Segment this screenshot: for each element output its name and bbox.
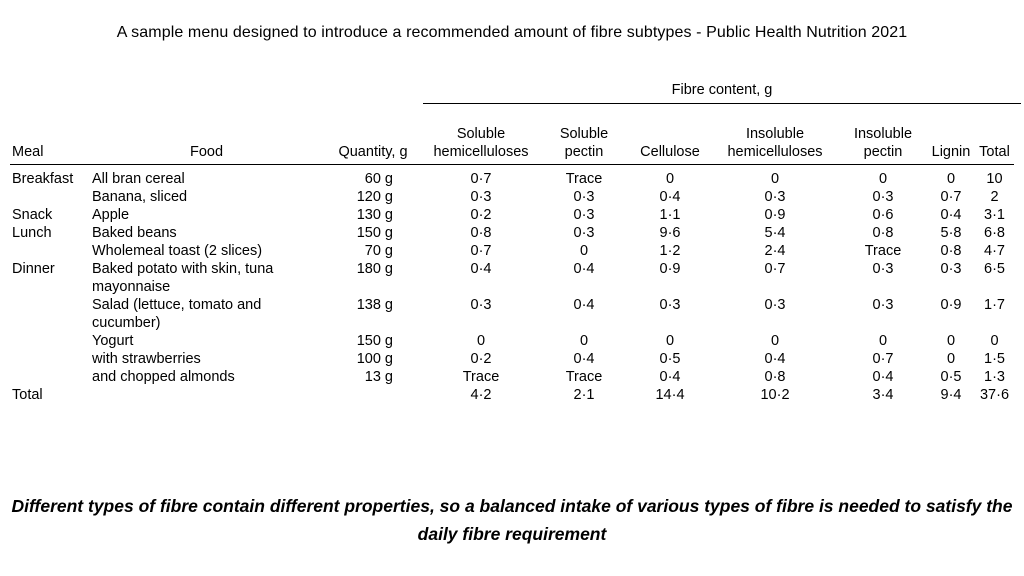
cell-insoluble-pectin: Trace <box>864 243 902 259</box>
cell-total: 1·3 <box>984 369 1005 385</box>
cell-food: Yogurt <box>92 333 134 349</box>
table-row <box>10 350 1014 368</box>
cell-cellulose: 1·2 <box>659 243 681 259</box>
cell-soluble-hemicelluloses: 0·3 <box>470 189 492 205</box>
cell-insoluble-pectin: 0 <box>878 171 888 187</box>
cell-soluble-pectin: 0·4 <box>573 351 595 367</box>
fibre-content-group-header: Fibre content, g <box>671 82 773 98</box>
cell-quantity <box>323 386 423 404</box>
cell-insoluble-pectin: 0 <box>878 333 888 349</box>
cell-soluble-pectin: 0·3 <box>573 207 595 223</box>
cell-lignin: 5·8 <box>940 225 962 241</box>
cell-soluble-pectin: 0·3 <box>573 225 595 241</box>
table-row <box>10 332 1014 350</box>
cell-food: Apple <box>92 207 130 223</box>
cell-food: and chopped almonds <box>92 369 235 385</box>
cell-insoluble-pectin: 0·3 <box>872 297 894 313</box>
cell-soluble-pectin: 0·4 <box>573 297 595 313</box>
cell-quantity: 70 g <box>364 243 393 259</box>
cell-quantity: 100 g <box>356 351 393 367</box>
cell-food: Baked beans <box>92 225 177 241</box>
cell-soluble-hemicelluloses: 0·7 <box>470 171 492 187</box>
cell-meal: Total <box>12 387 43 403</box>
cell-insoluble-hemicelluloses: 5·4 <box>764 225 786 241</box>
cell-lignin: 0·5 <box>940 369 962 385</box>
cell-cellulose: 0·4 <box>659 189 681 205</box>
cell-insoluble-hemicelluloses: 0·9 <box>764 207 786 223</box>
cell-soluble-pectin: 0 <box>579 243 589 259</box>
cell-meal <box>10 332 90 350</box>
fibre-table <box>10 78 1014 418</box>
cell-meal <box>10 350 90 368</box>
col-header-food: Food <box>189 144 224 160</box>
cell-total: 6·8 <box>984 225 1005 241</box>
col-header-meal: Meal <box>12 144 44 160</box>
cell-insoluble-pectin: 0·7 <box>872 351 894 367</box>
col-header-insoluble-pectin: Insoluble pectin <box>853 126 913 160</box>
table-row <box>10 260 1014 296</box>
cell-quantity: 180 g <box>356 261 393 277</box>
caption: Different types of fibre contain different properties, so a balanced intake of various types of fibre is needed to satisfy the daily fibre requirement <box>11 496 1013 544</box>
cell-insoluble-hemicelluloses: 0·7 <box>764 261 786 277</box>
cell-insoluble-hemicelluloses: 2·4 <box>764 243 786 259</box>
table-row <box>10 164 1014 188</box>
cell-total: 3·1 <box>984 207 1005 223</box>
cell-food: Baked potato with skin, tuna mayonnaise <box>92 261 274 295</box>
cell-total: 1·5 <box>984 351 1005 367</box>
cell-insoluble-pectin: 0·4 <box>872 369 894 385</box>
cell-lignin: 9·4 <box>940 387 962 403</box>
cell-insoluble-hemicelluloses: 0 <box>770 333 780 349</box>
cell-soluble-pectin: Trace <box>565 369 603 385</box>
cell-meal: Lunch <box>12 225 52 241</box>
table-row <box>10 224 1014 242</box>
cell-insoluble-pectin: 0·3 <box>872 261 894 277</box>
cell-lignin: 0·8 <box>940 243 962 259</box>
cell-total: 10 <box>986 171 1003 187</box>
cell-cellulose: 0·3 <box>659 297 681 313</box>
cell-soluble-hemicelluloses: 0·8 <box>470 225 492 241</box>
header-row <box>10 116 1014 164</box>
cell-food: Banana, sliced <box>92 189 188 205</box>
cell-soluble-hemicelluloses: 0·2 <box>470 351 492 367</box>
cell-soluble-hemicelluloses: 0·2 <box>470 207 492 223</box>
cell-quantity: 138 g <box>356 297 393 313</box>
cell-insoluble-hemicelluloses: 0·8 <box>764 369 786 385</box>
cell-total: 1·7 <box>984 297 1005 313</box>
cell-cellulose: 0·5 <box>659 351 681 367</box>
cell-quantity: 60 g <box>364 171 393 187</box>
cell-cellulose: 0 <box>665 171 675 187</box>
cell-lignin: 0·9 <box>940 297 962 313</box>
col-header-lignin: Lignin <box>931 144 971 160</box>
cell-insoluble-pectin: 0·6 <box>872 207 894 223</box>
cell-quantity: 150 g <box>356 225 393 241</box>
cell-soluble-pectin: 0·4 <box>573 261 595 277</box>
col-header-insoluble-hemicelluloses: Insoluble hemicelluloses <box>727 126 823 160</box>
cell-soluble-hemicelluloses: 0·7 <box>470 243 492 259</box>
cell-lignin: 0·7 <box>940 189 962 205</box>
cell-insoluble-hemicelluloses: 10·2 <box>760 387 790 403</box>
table-row <box>10 386 1014 404</box>
table-row <box>10 368 1014 386</box>
cell-total: 4·7 <box>984 243 1005 259</box>
cell-cellulose: 0 <box>665 333 675 349</box>
cell-soluble-hemicelluloses: Trace <box>462 369 500 385</box>
cell-food: All bran cereal <box>92 171 185 187</box>
cell-meal <box>10 188 90 206</box>
cell-cellulose: 0·4 <box>659 369 681 385</box>
cell-lignin: 0 <box>946 333 956 349</box>
cell-insoluble-pectin: 3·4 <box>872 387 894 403</box>
cell-food: Salad (lettuce, tomato and cucumber) <box>92 297 262 331</box>
cell-lignin: 0 <box>946 171 956 187</box>
cell-quantity: 13 g <box>364 369 393 385</box>
cell-total: 2 <box>990 189 999 205</box>
col-header-cellulose: Cellulose <box>640 144 700 160</box>
cell-quantity: 130 g <box>356 207 393 223</box>
cell-total: 6·5 <box>984 261 1005 277</box>
cell-food: with strawberries <box>92 351 201 367</box>
cell-meal <box>10 368 90 386</box>
col-header-soluble-hemicelluloses: Soluble hemicelluloses <box>433 126 529 160</box>
cell-soluble-pectin: Trace <box>565 171 603 187</box>
table-row <box>10 206 1014 224</box>
cell-insoluble-hemicelluloses: 0·3 <box>764 297 786 313</box>
cell-insoluble-hemicelluloses: 0·3 <box>764 189 786 205</box>
cell-meal <box>10 242 90 260</box>
fibre-data-table <box>10 116 1014 404</box>
cell-meal: Snack <box>12 207 53 223</box>
cell-soluble-hemicelluloses: 0·4 <box>470 261 492 277</box>
table-row <box>10 188 1014 206</box>
cell-insoluble-pectin: 0·3 <box>872 189 894 205</box>
cell-soluble-pectin: 0 <box>579 333 589 349</box>
cell-total: 37·6 <box>979 387 1010 403</box>
cell-meal: Dinner <box>12 261 55 277</box>
col-header-soluble-pectin: Soluble pectin <box>559 126 609 160</box>
cell-soluble-pectin: 0·3 <box>573 189 595 205</box>
table-row <box>10 242 1014 260</box>
cell-total: 0 <box>990 333 999 349</box>
cell-insoluble-hemicelluloses: 0·4 <box>764 351 786 367</box>
cell-quantity: 120 g <box>356 189 393 205</box>
cell-meal <box>10 296 90 332</box>
cell-soluble-hemicelluloses: 4·2 <box>470 387 492 403</box>
cell-meal: Breakfast <box>12 171 74 187</box>
cell-soluble-hemicelluloses: 0 <box>476 333 486 349</box>
cell-insoluble-hemicelluloses: 0 <box>770 171 780 187</box>
cell-soluble-pectin: 2·1 <box>573 387 595 403</box>
cell-lignin: 0 <box>946 351 956 367</box>
cell-lignin: 0·4 <box>940 207 962 223</box>
cell-food <box>90 386 323 404</box>
cell-lignin: 0·3 <box>940 261 962 277</box>
cell-cellulose: 0·9 <box>659 261 681 277</box>
cell-cellulose: 14·4 <box>655 387 685 403</box>
table-row <box>10 296 1014 332</box>
page-title: A sample menu designed to introduce a recommended amount of fibre subtypes - Public Health Nutrition 2021 <box>116 24 908 41</box>
cell-food: Wholemeal toast (2 slices) <box>92 243 263 259</box>
cell-insoluble-pectin: 0·8 <box>872 225 894 241</box>
cell-cellulose: 1·1 <box>659 207 681 223</box>
col-header-total: Total <box>979 144 1010 160</box>
group-header-rule <box>423 103 1021 104</box>
cell-soluble-hemicelluloses: 0·3 <box>470 297 492 313</box>
cell-quantity: 150 g <box>356 333 393 349</box>
col-header-quantity: Quantity, g <box>338 144 408 160</box>
cell-cellulose: 9·6 <box>659 225 681 241</box>
